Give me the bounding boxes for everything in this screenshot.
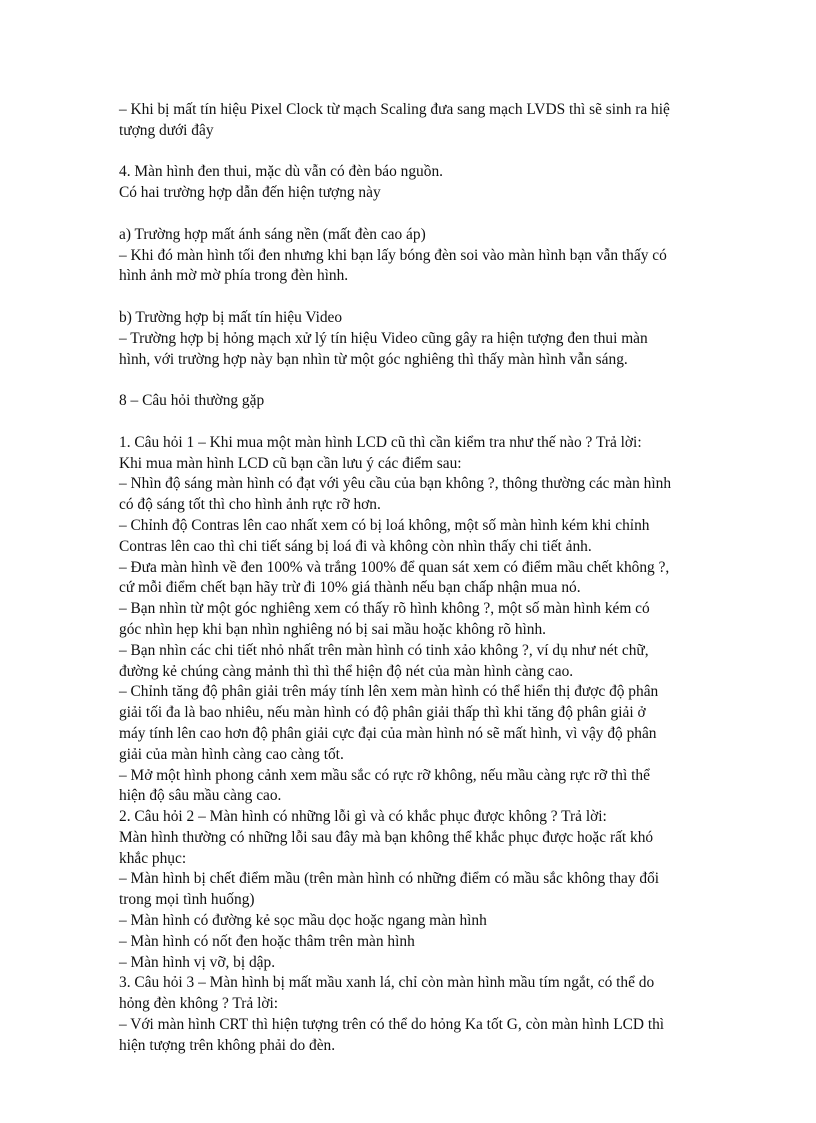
text-line: a) Trường hợp mất ánh sáng nền (mất đèn cao áp): [119, 225, 426, 243]
text-line: góc nhìn hẹp khi bạn nhìn nghiêng nó bị sai mầu hoặc không rõ hình.: [119, 620, 547, 638]
text-line: – Bạn nhìn từ một góc nghiêng xem có thấy rõ hình không ?, một số màn hình kém có: [119, 600, 650, 618]
paragraph-section-4: [119, 162, 704, 204]
text-line: 8 – Câu hỏi thường gặp: [119, 392, 265, 410]
paragraph-faq-list: [119, 433, 704, 1057]
text-line: – Đưa màn hình về đen 100% và trắng 100% để quan sát xem có điểm mầu chết không ?,: [119, 558, 670, 576]
paragraph-case-b: [119, 308, 704, 370]
text-line: – Khi đó màn hình tối đen nhưng khi bạn lấy bóng đèn soi vào màn hình bạn vẫn thấy có: [119, 246, 667, 264]
text-line: hình ảnh mờ mờ phía trong đèn hình.: [119, 267, 349, 285]
text-line: 2. Câu hỏi 2 – Màn hình có những lỗi gì và có khắc phục được không ? Trả lời:: [119, 808, 607, 826]
text-line: – Chỉnh tăng độ phân giải trên máy tính lên xem màn hình có thể hiển thị được độ phân: [119, 683, 659, 701]
text-line: khắc phục:: [119, 849, 187, 867]
text-line: 4. Màn hình đen thui, mặc dù vẫn có đèn báo nguồn.: [119, 163, 443, 181]
text-line: tượng dưới đây: [119, 121, 214, 139]
paragraph-gap: [119, 287, 704, 308]
text-line: b) Trường hợp bị mất tín hiệu Video: [119, 308, 343, 326]
text-line: có độ sáng tốt thì cho hình ảnh rực rỡ hơn.: [119, 496, 381, 514]
paragraph-case-a: [119, 225, 704, 287]
text-line: hình, với trường hợp này bạn nhìn từ một góc nghiêng thì thấy màn hình vẫn sáng.: [119, 350, 628, 368]
text-line: – Khi bị mất tín hiệu Pixel Clock từ mạch Scaling đưa sang mạch LVDS thì sẽ sinh ra hiệ: [119, 101, 670, 118]
text-line: Khi mua màn hình LCD cũ bạn cần lưu ý các điểm sau:: [119, 454, 462, 472]
text-line: – Bạn nhìn các chi tiết nhỏ nhất trên màn hình có tinh xảo không ?, ví dụ như nét chữ,: [119, 641, 649, 659]
text-line: Có hai trường hợp dẫn đến hiện tượng này: [119, 184, 381, 202]
text-line: – Màn hình có đường kẻ sọc mầu dọc hoặc ngang màn hình: [119, 912, 487, 930]
text-line: – Màn hình bị chết điểm mầu (trên màn hình có những điểm có mầu sắc không thay đổi: [119, 870, 660, 888]
paragraph-pixel-clock: [119, 100, 704, 142]
text-line: Contras lên cao thì chi tiết sáng bị loá đi và không còn nhìn thấy chi tiết ảnh.: [119, 537, 592, 555]
text-line: – Chỉnh độ Contras lên cao nhất xem có bị loá không, một số màn hình kém khi chỉnh: [119, 516, 650, 534]
text-line: cứ mỗi điểm chết bạn hãy trừ đi 10% giá thành nếu bạn chấp nhận mua nó.: [119, 579, 581, 597]
text-line: – Mở một hình phong cảnh xem mầu sắc có rực rỡ không, nếu mầu càng rực rỡ thì thể: [119, 766, 650, 784]
paragraph-gap: [119, 412, 704, 433]
text-line: – Màn hình có nốt đen hoặc thâm trên màn hình: [119, 932, 415, 950]
text-line: hiện tượng trên không phải do đèn.: [119, 1036, 336, 1054]
text-line: trong mọi tình huống): [119, 891, 255, 909]
text-line: hỏng đèn không ? Trả lời:: [119, 995, 279, 1013]
paragraph-gap: [119, 142, 704, 163]
text-line: 3. Câu hỏi 3 – Màn hình bị mất mầu xanh lá, chỉ còn màn hình mầu tím ngắt, có thể do: [119, 974, 655, 992]
document-page: [119, 100, 704, 1057]
text-line: – Với màn hình CRT thì hiện tượng trên có thể do hỏng Ka tốt G, còn màn hình LCD thì: [119, 1016, 665, 1034]
text-line: 1. Câu hỏi 1 – Khi mua một màn hình LCD cũ thì cần kiểm tra như thế nào ? Trả lời:: [119, 433, 642, 451]
text-line: giải tối đa là bao nhiêu, nếu màn hình có độ phân giải thấp thì khi tăng độ phân giải ở: [119, 704, 646, 722]
text-line: giải của màn hình càng cao càng tốt.: [119, 745, 344, 763]
text-line: – Màn hình vị vỡ, bị dập.: [119, 953, 276, 971]
text-line: – Trường hợp bị hỏng mạch xử lý tín hiệu Video cũng gây ra hiện tượng đen thui màn: [119, 329, 648, 347]
paragraph-gap: [119, 370, 704, 391]
text-line: đường kẻ chúng càng mảnh thì thì thể hiện độ nét của màn hình càng cao.: [119, 662, 574, 680]
paragraph-gap: [119, 204, 704, 225]
section-heading-faq: [119, 391, 704, 412]
text-line: – Nhìn độ sáng màn hình có đạt với yêu cầu của bạn không ?, thông thường các màn hình: [119, 475, 672, 493]
text-line: máy tính lên cao hơn độ phân giải cực đại của màn hình nó sẽ mất hình, vì vậy độ phân: [119, 724, 657, 742]
text-line: Màn hình thường có những lỗi sau đây mà bạn không thể khắc phục được hoặc rất khó: [119, 828, 654, 846]
text-line: hiện độ sâu mầu càng cao.: [119, 787, 282, 805]
